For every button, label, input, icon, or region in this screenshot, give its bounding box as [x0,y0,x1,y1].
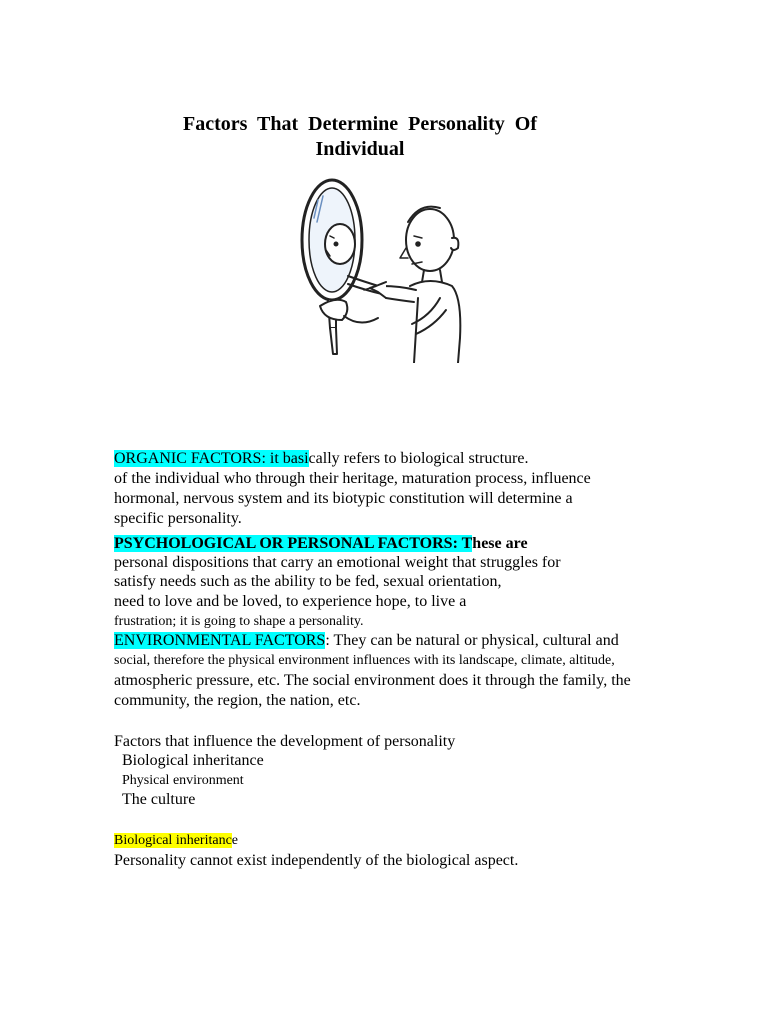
biological-inheritance-highlight: Biological inheritanc [114,833,232,848]
biological-inheritance-heading [114,831,238,851]
psychological-factors-highlight: PSYCHOLOGICAL OR PERSONAL FACTORS: T [114,535,473,552]
title-line-1: Factors That Determine Personality Of [183,113,537,135]
man-pointing-at-mirror-illustration [290,178,480,363]
environmental-factors-highlight: ENVIRONMENTAL FACTORS [114,632,326,649]
organic-factors-line-1 [114,449,528,469]
organic-factors-highlight: ORGANIC FACTORS: it basi [114,450,309,467]
environmental-factors-line-3: atmospheric pressure, etc. The social environment does it through the family, the [114,672,631,689]
organic-factors-line-2: of the individual who through their heritage, maturation process, influence [114,470,591,487]
environmental-factors-line-4: community, the region, the nation, etc. [114,692,361,709]
environmental-factors-line-1 [114,631,619,651]
influence-item-biological: Biological inheritance [122,752,264,769]
biological-inheritance-rest: e [231,833,239,848]
psychological-factors-rest: hese are [472,535,528,552]
title-line-2: Individual [315,138,405,160]
influence-item-culture: The culture [122,791,196,808]
organic-factors-line-3: hormonal, nervous system and its biotypic constitution will determine a [114,490,573,507]
document-title [150,112,570,162]
organic-factors-rest: cally refers to biological structure. [308,450,529,467]
psychological-factors-line-1 [114,534,528,554]
environmental-factors-line-2: social, therefore the physical environment influences with its landscape, climate, altitude, [114,653,615,668]
environmental-factors-rest: : They can be natural or physical, cultural and [325,632,619,649]
influence-item-physical: Physical environment [122,773,244,788]
psychological-factors-line-2: personal dispositions that carry an emotional weight that struggles for [114,554,561,571]
influence-heading: Factors that influence the development of personality [114,733,456,750]
biological-inheritance-body: Personality cannot exist independently of the biological aspect. [114,852,519,869]
psychological-factors-line-4: need to love and be loved, to experience hope, to live a [114,593,467,610]
psychological-factors-line-5: frustration; it is going to shape a personality. [114,614,364,629]
psychological-factors-line-3: satisfy needs such as the ability to be fed, sexual orientation, [114,573,502,590]
organic-factors-line-4: specific personality. [114,510,242,527]
